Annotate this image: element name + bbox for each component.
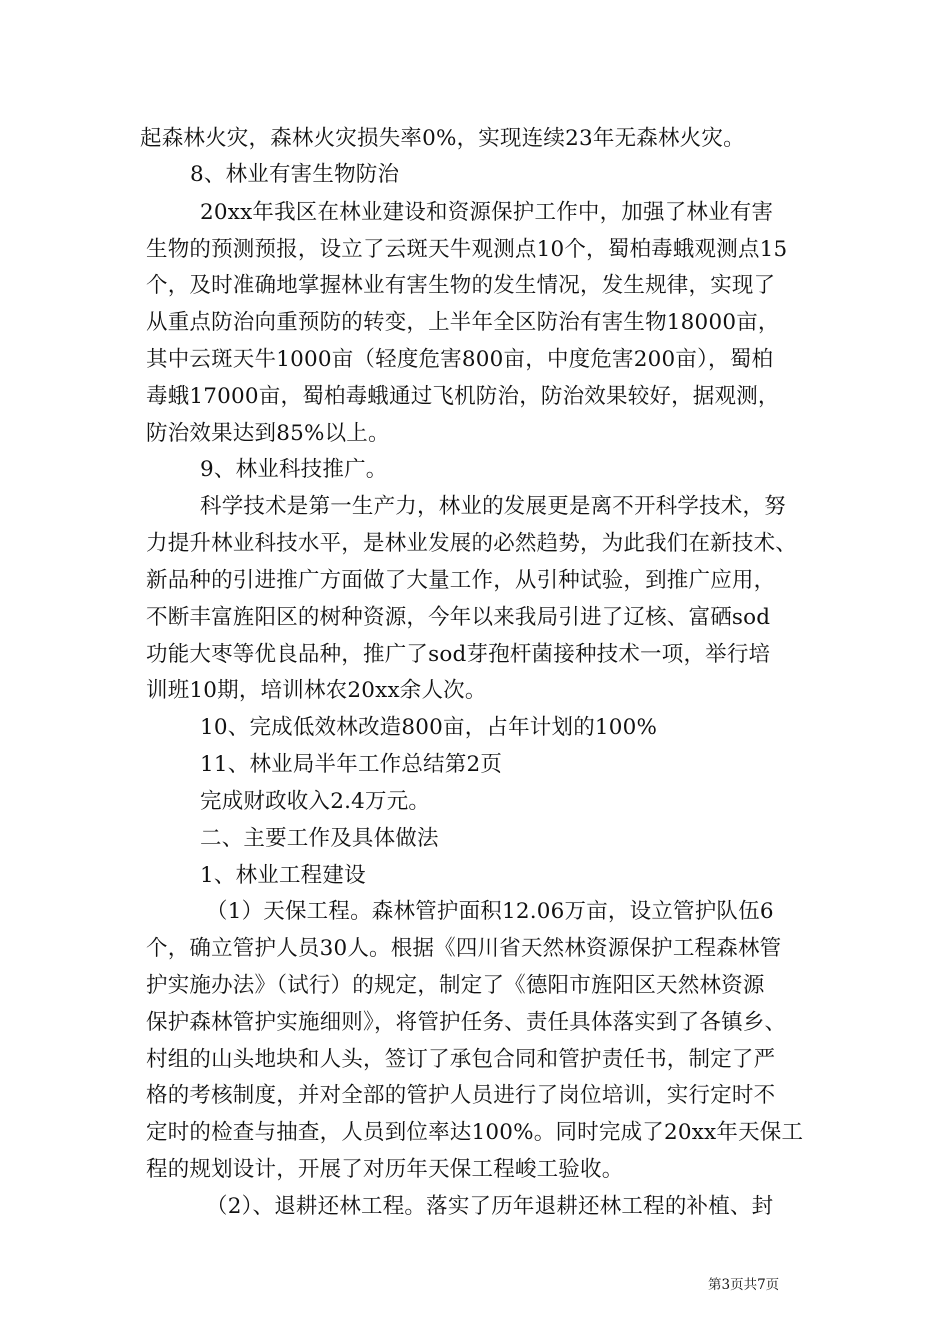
text-line: 其中云斑天牛1000亩（轻度危害800亩，中度危害200亩），蜀柏 [146, 347, 774, 372]
text-line: 毒蛾17000亩，蜀柏毒蛾通过飞机防治，防治效果较好，据观测， [146, 384, 780, 409]
section-heading: 二、主要工作及具体做法 [200, 826, 439, 851]
text-line: 生物的预测预报，设立了云斑天牛观测点10个，蜀柏毒蛾观测点15 [146, 237, 788, 262]
text-line: 程的规划设计，开展了对历年天保工程峻工验收。 [146, 1157, 624, 1182]
text-line: 11、林业局半年工作总结第2页 [200, 752, 503, 777]
text-line: 完成财政收入2.4万元。 [200, 789, 431, 814]
text-line: 个，确立管护人员30人。根据《四川省天然林资源保护工程森林管 [146, 936, 782, 961]
text-line: 20xx年我区在林业建设和资源保护工作中，加强了林业有害 [200, 200, 774, 225]
text-line: 从重点防治向重预防的转变，上半年全区防治有害生物18000亩， [146, 310, 780, 335]
text-line: （1）天保工程。森林管护面积12.06万亩，设立管护队伍6 [206, 899, 774, 924]
page-number: 第3页共7页 [708, 1277, 780, 1293]
text-line: 力提升林业科技水平，是林业发展的必然趋势，为此我们在新技术、 [146, 531, 798, 556]
text-line: 不断丰富旌阳区的树种资源，今年以来我局引进了辽核、富硒sod [146, 605, 771, 630]
text-line: （2）、退耕还林工程。落实了历年退耕还林工程的补植、封 [206, 1194, 774, 1219]
text-line: 护实施办法》（试行）的规定，制定了《德阳市旌阳区天然林资源 [146, 973, 765, 998]
text-line: 村组的山头地块和人头，签订了承包合同和管护责任书，制定了严 [146, 1047, 776, 1072]
text-line: 科学技术是第一生产力，林业的发展更是离不开科学技术，努 [200, 494, 786, 519]
text-line: 防治效果达到85%以上。 [146, 421, 390, 446]
text-line: 10、完成低效林改造800亩，占年计划的100% [200, 715, 658, 740]
text-line: 训班10期，培训林农20xx余人次。 [146, 678, 487, 703]
section-heading: 8、林业有害生物防治 [190, 162, 400, 187]
text-line: 定时的检查与抽查，人员到位率达100%。同时完成了20xx年天保工 [146, 1120, 804, 1145]
text-line: 起森林火灾，森林火灾损失率0%，实现连续23年无森林火灾。 [140, 126, 745, 151]
text-line: 功能大枣等优良品种，推广了sod芽孢杆菌接种技术一项，举行培 [146, 642, 771, 667]
section-heading: 9、林业科技推广。 [200, 457, 388, 482]
text-line: 格的考核制度，并对全部的管护人员进行了岗位培训，实行定时不 [146, 1083, 776, 1108]
text-line: 保护森林管护实施细则》，将管护任务、责任具体落实到了各镇乡、 [146, 1010, 787, 1035]
text-line: 个，及时准确地掌握林业有害生物的发生情况，发生规律，实现了 [146, 273, 776, 298]
text-line: 新品种的引进推广方面做了大量工作，从引种试验，到推广应用， [146, 568, 776, 593]
section-heading: 1、林业工程建设 [200, 863, 366, 888]
